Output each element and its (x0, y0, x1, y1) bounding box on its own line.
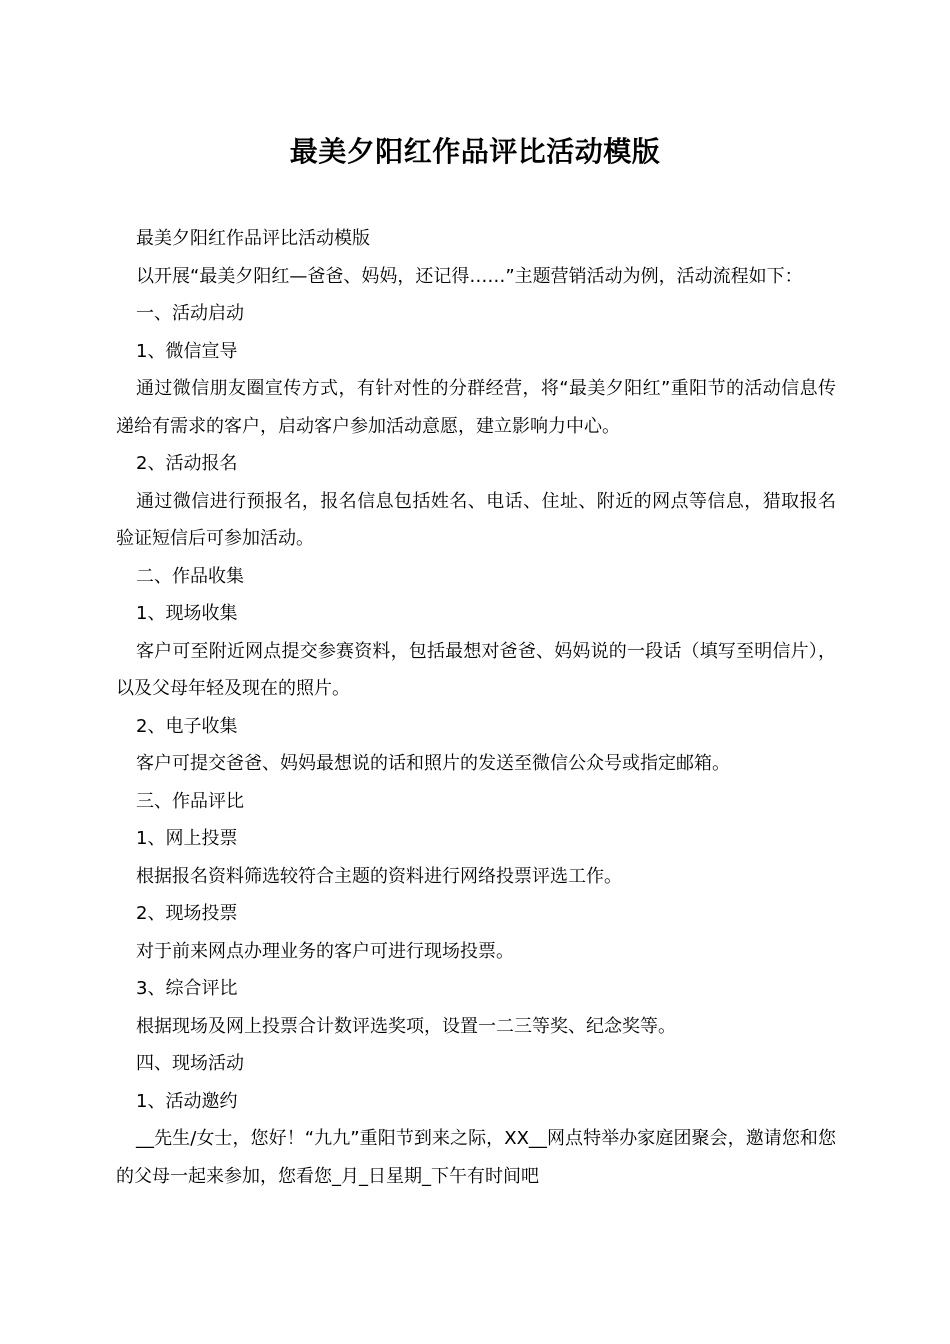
paragraph: 客户可提交爸爸、妈妈最想说的话和照片的发送至微信公众号或指定邮箱。 (136, 753, 730, 774)
paragraph: 通过微信朋友圈宣传方式，有针对性的分群经营，将“最美夕阳红”重阳节的活动信息传递给有需求的客户，启动客户参加活动意愿，建立影响力中心。 (116, 378, 836, 437)
paragraph: 最美夕阳红作品评比活动模版 (136, 228, 370, 249)
section-heading: 三、作品评比 (136, 790, 244, 812)
subsection-heading: 2、现场投票 (136, 903, 238, 924)
subsection-heading: 1、网上投票 (136, 828, 238, 849)
subsection-heading: 1、微信宣导 (136, 340, 238, 362)
document-title: 最美夕阳红作品评比活动模版 (289, 135, 661, 168)
paragraph: 对于前来网点办理业务的客户可进行现场投票。 (136, 940, 514, 962)
subsection-heading: 2、电子收集 (136, 715, 238, 737)
section-heading: 二、作品收集 (136, 565, 244, 587)
subsection-heading: 1、现场收集 (136, 603, 238, 624)
paragraph: 根据报名资料筛选较符合主题的资料进行网络投票评选工作。 (136, 865, 622, 887)
paragraph: __先生/女士，您好！“九九”重阳节到来之际，XX__网点特举办家庭团聚会，邀请您和您的父母一起来参加，您看您_月_日星期_下午有时间吧 (116, 1128, 836, 1187)
paragraph: 以开展“最美夕阳红—爸爸、妈妈，还记得……”主题营销活动为例，活动流程如下： (136, 265, 803, 287)
paragraph: 通过微信进行预报名，报名信息包括姓名、电话、住址、附近的网点等信息，猎取报名验证短信后可参加活动。 (116, 490, 836, 549)
section-heading: 四、现场活动 (136, 1053, 244, 1074)
document-body (116, 220, 836, 1195)
paragraph: 根据现场及网上投票合计数评选奖项，设置一二三等奖、纪念奖等。 (136, 1015, 676, 1037)
subsection-heading: 3、综合评比 (136, 978, 238, 999)
subsection-heading: 2、活动报名 (136, 453, 238, 474)
section-heading: 一、活动启动 (136, 303, 244, 324)
paragraph: 客户可至附近网点提交参赛资料，包括最想对爸爸、妈妈说的一段话（填写至明信片），以及父母年轻及现在的照片。 (116, 640, 836, 699)
subsection-heading: 1、活动邀约 (136, 1090, 238, 1112)
